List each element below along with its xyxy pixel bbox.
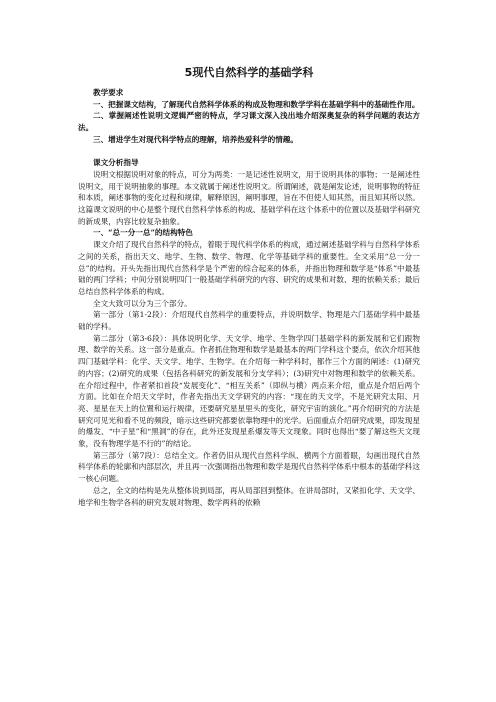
paragraph-part-1: 第一部分（第1-2段）：介绍现代自然科学的重要特点，并说明数学、物理是六门基础学科中最基础的学科。: [78, 310, 420, 332]
goal-2: 二、掌握阐述性说明文逻辑严密的特点，学习课文深入浅出地介绍深奥复杂的科学问题的表达方法。: [78, 111, 420, 133]
section-heading-analysis: 课文分析指导: [93, 158, 139, 168]
paragraph-structure: 课文介绍了现代自然科学的特点，着眼于现代科学体系的构成，通过阐述基础学科与自然科学体系之间的关系，指出天文、地学、生物、数学、物理、化学等基础学科的重要性。全文采用“总一分一总”的结构。开头先指出现代自然科学是个严密的综合起来的体系，并指出物理和数学是“体系”中最基础的两门学科；中间分别说明四门一般基础学科研究的内容、研究的成果和对数、理的依赖关系；最后总结自然科学体系的构成。: [78, 240, 420, 296]
paragraph-intro: 说明文根据说明对象的特点，可分为两类：一是记述性说明文，用于说明具体的事物；一是阐述性说明文，用于说明抽象的事理。本文就属于阐述性说明文。所谓阐述，就是阐发论述，说明事物的特征和本质，阐述事物的变化过程和规律，解释原因，阐明事理，旨在不但使人知其然，而且知其所以然。这篇课文说明的中心是整个现代自然科学体系的构成、基础学科在这个体系中的位置以及基础学科研究的新成果，内容比较复杂抽象。: [78, 169, 420, 226]
paragraph-part-2: 第二部分（第3-6段）：具体说明化学、天文学、地学、生物学四门基础学科的新发展和它们跟物理、数学的关系。这一部分是重点。作者抓住物理和数学是最基本的两门学科这个要点，依次介绍其他四门基础学科：化学、天文学、地学、生物学。在介绍每一种学科时，都作三个方面的阐述：(1)研究的内容；(2)研究的成果（包括各科研究的新发展和分支学科）；(3)研究中对物理和数学的依赖关系。在介绍过程中，作者紧扣首段“发展变化”、“相互关系”（即纵与横）两点来介绍，重点是介绍后两个方面。比如在介绍天文学时，作者先指出天文学研究的内容：“现在的天文学，不是光研究太阳、月亮、星星在天上的位置和运行规律，还要研究星星里头的变化，研究宇宙的演化。”再介绍研究的方法是研究可见光和看不见的频段，暗示这些研究都要依靠物理中的光学。后面重点介绍研究成果，即发现星的爆发、“中子星”和“黑洞”的存在，此外还发现星系爆发等天文现象。同时也得出“要了解这些天文现象，没有物理学是不行的”的结论。: [78, 333, 420, 449]
subheading-structure: 一、“总一分一总”的结构特色: [93, 228, 193, 238]
paragraph-summary: 总之，全文的结构是先从整体说到局部，再从局部回到整体。在讲局部时，又紧扣化学、天文学、地学和生物学各科的研究发展对物理、数学两科的依赖: [78, 485, 420, 507]
section-heading-requirements: 教学要求: [93, 88, 124, 97]
document-title: 5现代自然科学的基础学科: [184, 66, 314, 79]
spacer: [78, 146, 420, 158]
goal-3: 三、增进学生对现代科学特点的理解，培养热爱科学的情趣。: [93, 134, 299, 144]
document-page: [78, 66, 420, 508]
paragraph-part-3: 第三部分（第7段）：总结全文。作者仍旧从现代自然科学纵、横两个方面着眼，勾画出现代自然科学体系的轮廓和内部层次，并且再一次强调指出物理和数学是现代自然科学体系中根本的基础学科这一核心问题。: [78, 450, 420, 484]
goal-1: 一、把握课文结构，了解现代自然科学体系的构成及物理和数学学科在基础学科中的基础性作用。: [93, 99, 420, 109]
paragraph-parts: 全文大致可以分为三个部分。: [93, 298, 192, 308]
